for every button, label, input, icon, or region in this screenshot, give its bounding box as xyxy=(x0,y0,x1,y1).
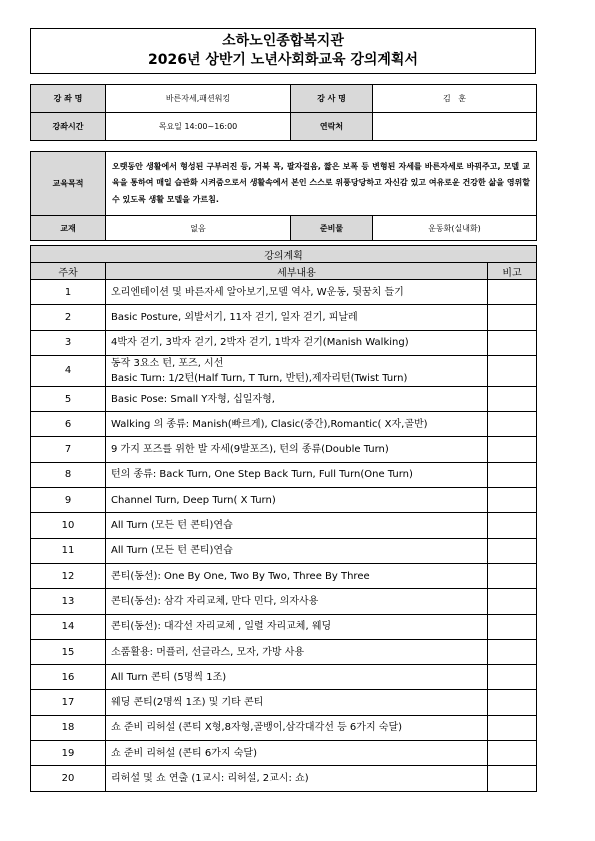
week-number: 6 xyxy=(31,412,106,437)
week-number: 4 xyxy=(31,355,106,386)
lecture-content: 턴의 종류: Back Turn, One Step Back Turn, Full Turn(One Turn) xyxy=(106,462,488,487)
week-column-header: 주차 xyxy=(31,263,106,280)
week-number: 11 xyxy=(31,538,106,563)
lecture-note xyxy=(488,766,537,791)
schedule-row xyxy=(31,412,537,437)
schedule-row xyxy=(31,513,537,538)
lecture-note xyxy=(488,412,537,437)
week-number: 3 xyxy=(31,330,106,355)
week-number: 10 xyxy=(31,513,106,538)
lecture-note xyxy=(488,305,537,330)
contact-label: 연락처 xyxy=(291,113,373,141)
document-title-box xyxy=(30,28,536,74)
week-number: 14 xyxy=(31,614,106,639)
schedule-row xyxy=(31,715,537,740)
schedule-row xyxy=(31,589,537,614)
week-number: 5 xyxy=(31,386,106,411)
schedule-row xyxy=(31,563,537,588)
supplies-value: 운동화(실내화) xyxy=(373,216,537,241)
schedule-row xyxy=(31,330,537,355)
week-number: 1 xyxy=(31,280,106,305)
week-number: 9 xyxy=(31,488,106,513)
lecture-content: Walking 의 종류: Manish(빠르게), Clasic(중간),Romantic( X자,골반) xyxy=(106,412,488,437)
week-number: 7 xyxy=(31,437,106,462)
lecture-note xyxy=(488,386,537,411)
schedule-heading: 강의계획 xyxy=(31,246,537,263)
objective-text: 오랫동안 생활에서 형성된 구부러진 등, 거북 목, 팔자걸음, 짧은 보폭 등 변형된 자세를 바른자세로 바꿔주고, 모델 교육을 통하여 매일 습관화 시켜줌으로서 생활속에서 본인 스스로 위풍당당하고 자신감 있고 여유로운 건강한 삶을 영위할 수 있도록 생활 모델을 가르침. xyxy=(106,152,537,216)
schedule-row xyxy=(31,488,537,513)
week-number: 18 xyxy=(31,715,106,740)
lecture-content: 9 가지 포즈를 위한 발 자세(9발포즈), 턴의 종류(Double Turn) xyxy=(106,437,488,462)
textbook-label: 교재 xyxy=(31,216,106,241)
week-number: 19 xyxy=(31,741,106,766)
lecture-content: 쇼 준비 리허설 (콘티 6가지 숙달) xyxy=(106,741,488,766)
schedule-row xyxy=(31,538,537,563)
week-number: 13 xyxy=(31,589,106,614)
lecture-note xyxy=(488,437,537,462)
objective-table xyxy=(30,151,537,241)
week-number: 20 xyxy=(31,766,106,791)
lecture-content: 콘티(동선): 대각선 자리교체 , 일렬 자리교체, 웨딩 xyxy=(106,614,488,639)
lecture-content: 오리엔테이션 및 바른자세 알아보기,모델 역사, W운동, 뒷꿈치 들기 xyxy=(106,280,488,305)
week-number: 2 xyxy=(31,305,106,330)
supplies-label: 준비물 xyxy=(291,216,373,241)
contact-value xyxy=(373,113,537,141)
lecture-content: All Turn 콘티 (5명씩 1조) xyxy=(106,665,488,690)
schedule-row xyxy=(31,665,537,690)
week-number: 15 xyxy=(31,639,106,664)
schedule-row xyxy=(31,280,537,305)
lecture-note xyxy=(488,665,537,690)
objective-label: 교육목적 xyxy=(31,152,106,216)
lecture-content: 콘티(동선): 삼각 자리교체, 만다 민다, 의자사용 xyxy=(106,589,488,614)
lecture-note xyxy=(488,355,537,386)
schedule-row xyxy=(31,690,537,715)
lecture-content: 쇼 준비 리허설 (콘티 X형,8자형,골뱅이,삼각대각선 등 6가지 숙달) xyxy=(106,715,488,740)
organization-title: 소하노인종합복지관 xyxy=(222,33,344,49)
lecture-content: 웨딩 콘티(2명씩 1조) 및 기타 콘티 xyxy=(106,690,488,715)
lecture-note xyxy=(488,563,537,588)
schedule-row xyxy=(31,462,537,487)
lecture-content: 소품활용: 머플러, 선글라스, 모자, 가방 사용 xyxy=(106,639,488,664)
lecture-content: Basic Pose: Small Y자형, 십일자형, xyxy=(106,386,488,411)
document-title: 2026년 상반기 노년사회화교육 강의계획서 xyxy=(148,52,418,68)
lecture-content: All Turn (모든 턴 콘티)연습 xyxy=(106,513,488,538)
instructor-value: 김 훈 xyxy=(373,85,537,113)
lecture-content: 4박자 걷기, 3박자 걷기, 2박자 걷기, 1박자 걷기(Manish Walking) xyxy=(106,330,488,355)
lecture-schedule-table xyxy=(30,245,537,792)
lecture-note xyxy=(488,639,537,664)
week-number: 8 xyxy=(31,462,106,487)
lecture-note xyxy=(488,690,537,715)
content-column-header: 세부내용 xyxy=(106,263,488,280)
schedule-row xyxy=(31,437,537,462)
lecture-content: Channel Turn, Deep Turn( X Turn) xyxy=(106,488,488,513)
week-number: 16 xyxy=(31,665,106,690)
lecture-content xyxy=(106,355,488,386)
lecture-note xyxy=(488,715,537,740)
course-time-value: 목요일 14:00~16:00 xyxy=(106,113,291,141)
schedule-row xyxy=(31,386,537,411)
lecture-note xyxy=(488,741,537,766)
lecture-content: 콘티(동선): One By One, Two By Two, Three By Three xyxy=(106,563,488,588)
lecture-content: All Turn (모든 턴 콘티)연습 xyxy=(106,538,488,563)
lecture-content-line-1: 동작 3요소 턴, 포즈, 시선 xyxy=(111,357,224,369)
lecture-note xyxy=(488,330,537,355)
course-time-label: 강좌시간 xyxy=(31,113,106,141)
lecture-content-line-2: Basic Turn: 1/2턴(Half Turn, T Turn, 반턴),제자리턴(Twist Turn) xyxy=(111,372,408,384)
schedule-row xyxy=(31,614,537,639)
schedule-row xyxy=(31,355,537,386)
week-number: 17 xyxy=(31,690,106,715)
lecture-note xyxy=(488,280,537,305)
lecture-note xyxy=(488,538,537,563)
lecture-note xyxy=(488,488,537,513)
schedule-row xyxy=(31,766,537,791)
lecture-note xyxy=(488,462,537,487)
lecture-content: 리허설 및 쇼 연출 (1교시: 리허설, 2교시: 쇼) xyxy=(106,766,488,791)
instructor-label: 강 사 명 xyxy=(291,85,373,113)
lecture-content: Basic Posture, 외발서기, 11자 걷기, 일자 걷기, 피날레 xyxy=(106,305,488,330)
course-name-value: 바른자세,패션워킹 xyxy=(106,85,291,113)
lecture-note xyxy=(488,589,537,614)
course-name-label: 강 좌 명 xyxy=(31,85,106,113)
schedule-row xyxy=(31,639,537,664)
week-number: 12 xyxy=(31,563,106,588)
lecture-note xyxy=(488,614,537,639)
course-info-table xyxy=(30,84,537,141)
lecture-note xyxy=(488,513,537,538)
note-column-header: 비고 xyxy=(488,263,537,280)
textbook-value: 없음 xyxy=(106,216,291,241)
schedule-row xyxy=(31,305,537,330)
schedule-row xyxy=(31,741,537,766)
